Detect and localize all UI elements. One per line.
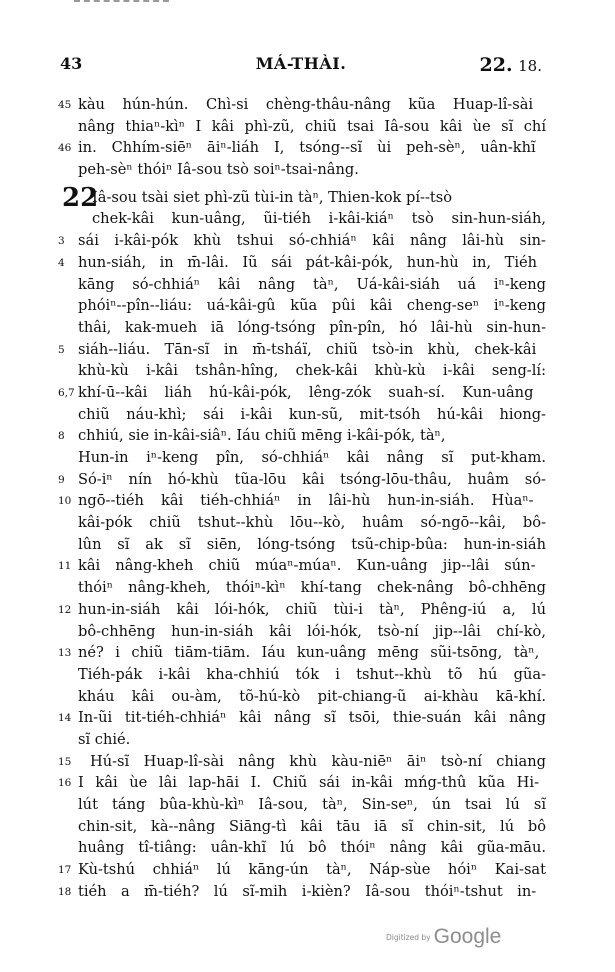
- text-line: [58, 512, 548, 534]
- text-line: [58, 686, 548, 708]
- text-line: [58, 295, 548, 317]
- line-text: hun-siáh, in m̄-lâi. Iũ sái pát-kâi-pók, hun-hù in, Tiéh: [78, 253, 538, 271]
- line-text: huâng tî-tiâng: uân-khĩ lú bô thóiⁿ nâng kâi gũa-māu.: [78, 839, 546, 857]
- verse-number: 17: [58, 864, 72, 877]
- text-line: [58, 208, 548, 230]
- text-line: [58, 425, 548, 447]
- line-text: chiũ náu-khì; sái i-kâi kun-sũ, mit-tsóh hú-kâi hiong-: [78, 405, 546, 423]
- verse-number: 8: [58, 430, 65, 443]
- page-number: 43: [60, 54, 83, 73]
- verse-number: 9: [58, 473, 65, 486]
- line-text: In-ũi tit-tiéh-chhiáⁿ kâi nâng sĩ tsōi, thie-suán kâi nâng: [78, 709, 546, 727]
- text-line: [58, 837, 548, 859]
- line-text: Só-iⁿ nín hó-khù tũa-lōu kâi tsóng-lōu-thâu, huâm só-: [78, 470, 546, 488]
- digitizer-watermark: [386, 925, 501, 951]
- text-line: [58, 859, 548, 881]
- text-line: [58, 339, 548, 361]
- text-line: [58, 729, 548, 751]
- verse-number: 15: [58, 755, 72, 768]
- verse-number: 18: [58, 885, 72, 898]
- running-title: MÁ-THÀI.: [255, 54, 347, 73]
- text-line: [58, 534, 548, 556]
- line-text: nâng thiaⁿ-kìⁿ I kâi phì-zũ, chiũ tsai Iâ-sou kâi ùe sĩ chí: [78, 117, 546, 135]
- line-text: bô-chhēng hun-in-siáh kâi lói-hók, tsò-ní jip--lâi chí-kò,: [78, 622, 546, 640]
- verse-number: 14: [58, 712, 72, 725]
- line-text: Tiéh-pák i-kâi kha-chhiú tók i tshut--khù tõ hú gũa-: [78, 665, 546, 683]
- text-line: [58, 94, 548, 116]
- line-text: in. Chhím-siēⁿ āiⁿ-liáh I, tsóng--sĩ ùi peh-sèⁿ, uân-khĩ: [78, 139, 536, 157]
- text-line: [58, 159, 548, 181]
- text-line: [58, 881, 548, 903]
- text-line: [58, 447, 548, 469]
- line-text: thóiⁿ nâng-kheh, thóiⁿ-kìⁿ khí-tang chek-nâng bô-chhēng: [78, 579, 546, 597]
- text-line: [58, 230, 548, 252]
- line-text: chhiú, sie in-kâi-siâⁿ. Iáu chiũ mēng i-kâi-pók, tàⁿ,: [78, 427, 446, 445]
- text-line: [58, 751, 548, 773]
- line-text: hun-in-siáh kâi lói-hók, chiũ tùi-i tàⁿ, Phêng-iú a, lú: [78, 600, 546, 618]
- text-line: [58, 772, 548, 794]
- line-text: kàu hún-hún. Chì-si chèng-thâu-nâng kũa Huap-lî-sài: [78, 96, 534, 113]
- verse-number: 11: [58, 560, 72, 573]
- line-text: Iâ-sou tsài siet phì-zũ tùi-in tàⁿ, Thien-kok pí--tsò: [92, 188, 453, 206]
- scan-top-rule: [74, 0, 169, 2]
- text-line: [58, 469, 548, 491]
- text-line: [58, 382, 548, 404]
- line-text: Kù-tshú chhiáⁿ lú kāng-ún tàⁿ, Náp-sùe hóiⁿ Kai-sat: [78, 861, 546, 879]
- text-line: [58, 317, 548, 339]
- line-text: khù-kù i-kâi tshân-hîng, chek-kâi khù-kù i-kâi seng-lí:: [78, 362, 546, 380]
- verse-number: 10: [58, 495, 72, 508]
- verse-number: 5: [58, 343, 65, 356]
- text-line: [58, 404, 548, 426]
- line-text: chin-sit, kà--nâng Siāng-tì kâi tāu iā sĩ chin-sit, lú bô: [78, 817, 546, 835]
- text-line: [58, 252, 548, 274]
- text-line: [58, 577, 548, 599]
- line-text: lûn sĩ ak sĩ siēn, lóng-tsóng tsũ-chip-bûa: hun-in-siáh: [78, 535, 546, 553]
- verse-number: 13: [58, 647, 72, 660]
- line-text: thâi, kak-mueh iā lóng-tsóng pîn-pîn, hó lâi-hù sin-hun-: [78, 318, 546, 336]
- text-line: [58, 664, 548, 686]
- google-logo: Google: [433, 925, 502, 948]
- line-text: chek-kâi kun-uâng, ũi-tiéh i-kâi-kiáⁿ tsò sin-hun-siáh,: [92, 210, 546, 228]
- line-text: khí-ū--kâi liáh hú-kâi-pók, lêng-zók suah-sí. Kun-uâng: [78, 383, 534, 401]
- text-line: [58, 137, 548, 159]
- header-verse: 18.: [518, 57, 542, 75]
- chapter-verse-reference: [480, 54, 543, 76]
- line-text: sái i-kâi-pók khù tshui só-chhiáⁿ kâi nâng lâi-hù sin-: [78, 232, 546, 250]
- verse-number: 16: [58, 777, 72, 790]
- text-line: [58, 642, 548, 664]
- line-text: kâi-pók chiũ tshut--khù lōu--kò, huâm só-ngō--kâi, bô-: [78, 514, 546, 532]
- line-text: tiéh a m̄-tiéh? lú sĩ-mih i-kièn? Iâ-sou thóiⁿ-tshut in-: [78, 882, 537, 900]
- line-text: I kâi ùe lâi lap-hāi I. Chiũ sái in-kâi mńg-thû kũa Hi-: [78, 774, 539, 792]
- line-text: Hun-in iⁿ-keng pîn, só-chhiáⁿ kâi nâng sĩ put-kham.: [78, 449, 546, 466]
- verse-number: 46: [58, 142, 72, 155]
- text-line: [58, 555, 548, 577]
- line-text: phóiⁿ--pîn--liáu: uá-kâi-gû kũa pûi kâi cheng-seⁿ iⁿ-keng: [78, 297, 546, 315]
- line-text: Hú-sĩ Huap-lî-sài nâng khù kàu-niēⁿ āiⁿ tsò-ní chiang: [90, 752, 546, 770]
- line-text: siáh--liáu. Tān-sĩ in m̄-tsháï, chiũ tsò-in khù, chek-kâi: [78, 340, 537, 358]
- verse-number: 4: [58, 256, 65, 269]
- line-text: lút táng bûa-khù-kìⁿ Iâ-sou, tàⁿ, Sin-seⁿ, ún tsai lú sĩ: [78, 796, 546, 813]
- line-text: peh-sèⁿ thóiⁿ Iâ-sou tsò soiⁿ-tsai-nâng.: [78, 161, 359, 179]
- page-header: [60, 54, 542, 76]
- text-line: [58, 621, 548, 643]
- body-text: [58, 94, 548, 902]
- verse-number: 45: [58, 99, 72, 111]
- text-line: [58, 490, 548, 512]
- line-text: ngō--tiéh kâi tiéh-chhiáⁿ in lâi-hù hun-in-siáh. Hùaⁿ-: [78, 492, 534, 510]
- line-text: né? i chiũ tiām-tiām. Iáu kun-uâng mēng sũi-tsōng, tàⁿ,: [78, 644, 540, 662]
- text-line: [58, 182, 548, 213]
- verse-number: 12: [58, 603, 72, 616]
- line-text: kāng só-chhiáⁿ kâi nâng tàⁿ, Uá-kâi-siáh uá iⁿ-keng: [78, 275, 546, 293]
- line-text: kháu kâi ou-àm, tõ-hú-kò pit-chiang-ũ ai-khàu kā-khí.: [78, 687, 546, 705]
- verse-number: 6,7: [58, 386, 75, 399]
- text-line: [58, 116, 548, 138]
- digitized-by-label: Digitized by: [386, 932, 431, 942]
- text-line: [58, 816, 548, 838]
- line-text: sĩ chié.: [78, 730, 131, 748]
- text-line: [58, 707, 548, 729]
- chapter-number: 22: [62, 182, 99, 213]
- text-line: [58, 599, 548, 621]
- line-text: kâi nâng-kheh chiũ múaⁿ-múaⁿ. Kun-uâng jip--lâi sún-: [78, 557, 536, 575]
- text-line: [58, 274, 548, 296]
- text-line: [58, 794, 548, 816]
- verse-number: 3: [58, 235, 65, 248]
- header-chapter: 22.: [479, 54, 513, 76]
- text-line: [58, 360, 548, 382]
